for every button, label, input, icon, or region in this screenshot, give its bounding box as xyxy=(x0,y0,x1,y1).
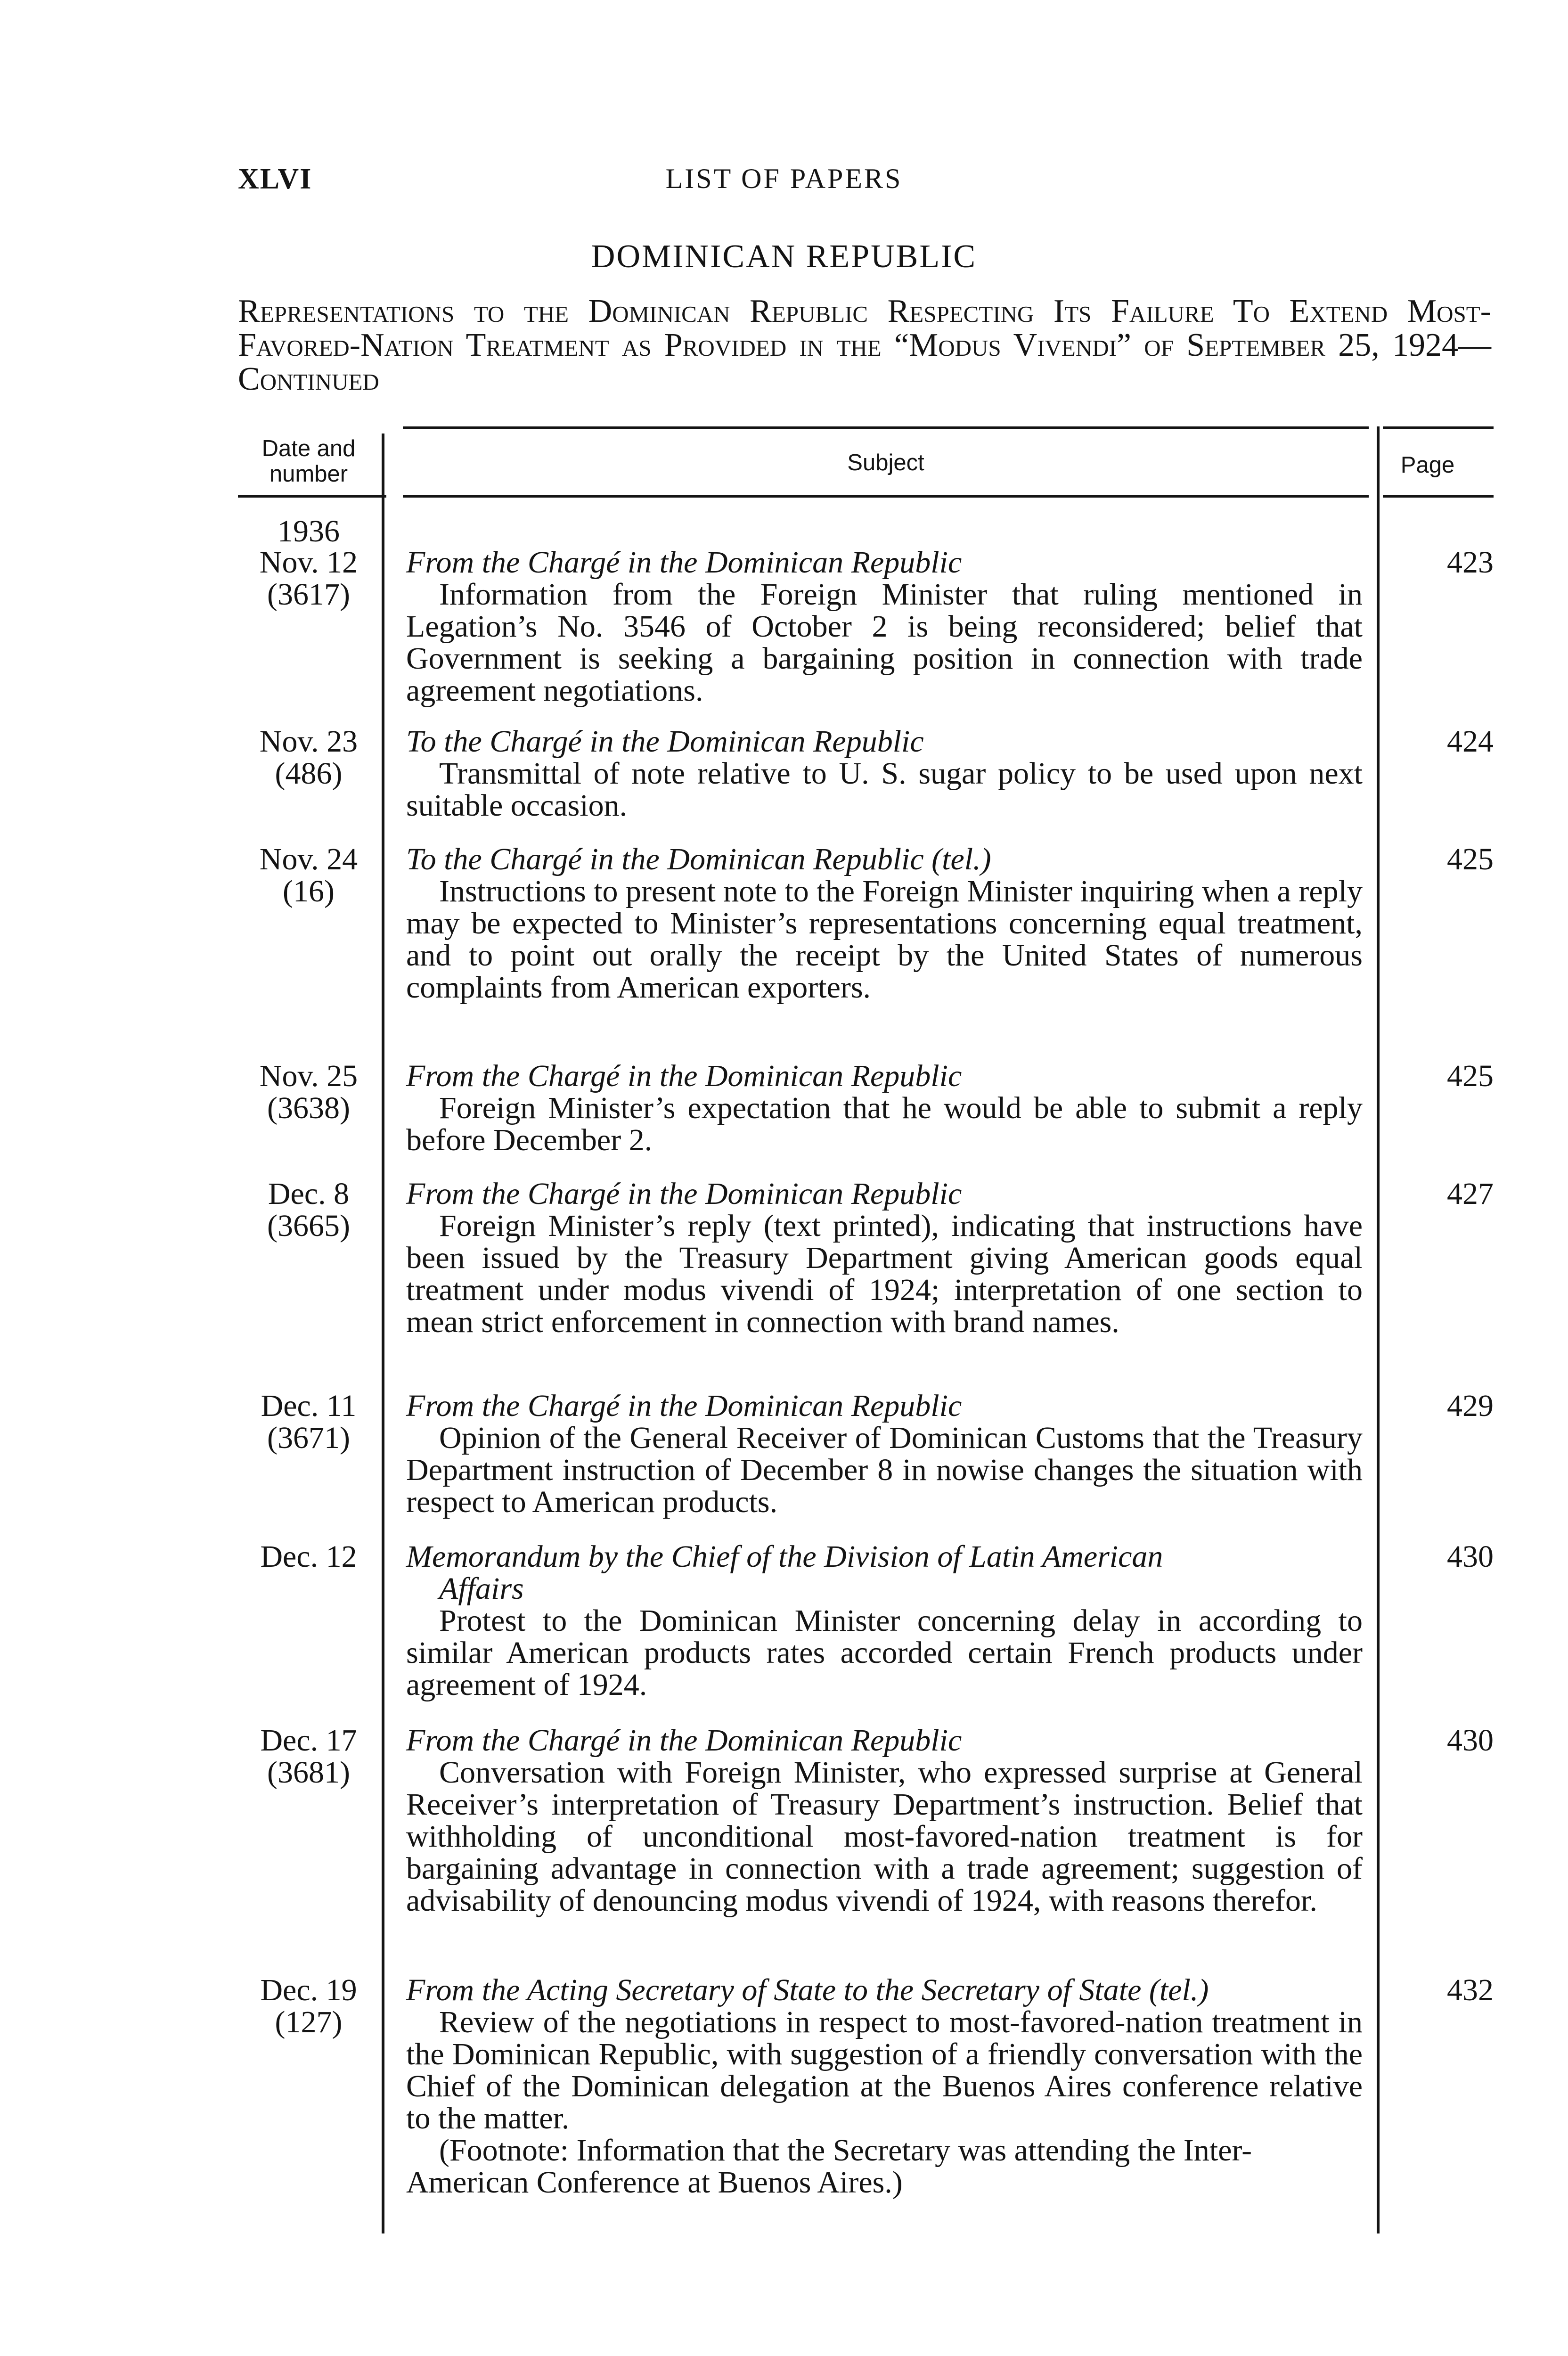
section-heading: Representations to the Dominican Republic Respecting Its Failure To Extend Most-Favored-Nation Treatment as Provided in the “Modus Vivendi” of September 25, 1924—Continued xyxy=(238,293,1491,397)
entry-page: 427 xyxy=(1447,1177,1494,1211)
entry-date-cell xyxy=(238,1390,379,1454)
entry-page: 432 xyxy=(1447,1973,1494,2007)
table-header-date: Date and number xyxy=(261,436,356,487)
entry-heading xyxy=(406,1060,1363,1092)
entry-subject-cell xyxy=(406,843,1363,1004)
header-rule-bottom-date xyxy=(238,495,386,498)
entry-heading-text: From the Acting Secretary of State to the Secretary of State (tel.) xyxy=(406,1973,1209,2007)
entry-page: 425 xyxy=(1447,1059,1494,1093)
entry-date: Nov. 24 xyxy=(259,842,358,876)
entry-date: Nov. 12 xyxy=(259,545,358,580)
entry-heading xyxy=(406,547,1363,579)
entry-date-cell xyxy=(238,1178,379,1242)
header-rule-top xyxy=(403,426,1369,429)
entry-body: Opinion of the General Receiver of Dominican Customs that the Treasury Department instruction of December 8 in nowise changes the situation with respect to American products. xyxy=(406,1421,1363,1519)
entry-number: (3617) xyxy=(267,577,350,612)
entry-body: Foreign Minister’s expectation that he would be able to submit a reply before December 2. xyxy=(406,1091,1363,1157)
entry-date-cell xyxy=(238,726,379,790)
entry-heading xyxy=(406,1178,1363,1210)
entry-date: Nov. 23 xyxy=(259,724,358,759)
entry-heading-text: From the Chargé in the Dominican Republic xyxy=(406,1059,962,1093)
entry-date: Nov. 25 xyxy=(259,1059,358,1093)
entry-date: Dec. 17 xyxy=(260,1723,357,1758)
entry-footnote: (Footnote: Information that the Secretary was attending the Inter-American Conference at Buenos Aires.) xyxy=(406,2133,1252,2200)
entry-body: Instructions to present note to the Foreign Minister inquiring when a reply may be expected to Minister’s representations concerning equal treatment, and to point out orally the receipt by the United States of numerous complaints from American exporters. xyxy=(406,874,1363,1005)
entry-date: Dec. 19 xyxy=(260,1973,357,2007)
entry-subject-cell xyxy=(406,547,1363,707)
entry-heading xyxy=(406,726,1363,758)
entry-heading-text: From the Chargé in the Dominican Republic xyxy=(406,545,962,580)
entry-heading-text: Memorandum by the Chief of the Division of Latin American xyxy=(406,1539,1163,1574)
entry-date-cell xyxy=(238,1060,379,1124)
running-head: LIST OF PAPERS xyxy=(665,163,903,194)
entry-page: 425 xyxy=(1447,842,1494,876)
entry-page: 430 xyxy=(1447,1723,1494,1758)
entry-date-cell xyxy=(238,1725,379,1789)
country-title: DOMINICAN REPUBLIC xyxy=(591,238,977,275)
header-rule-bottom-page xyxy=(1383,495,1494,498)
entry-heading-text: To the Chargé in the Dominican Republic (tel.) xyxy=(406,842,991,876)
year-label: 1936 xyxy=(278,514,340,548)
entry-number: (486) xyxy=(275,756,343,791)
entry-heading xyxy=(406,1541,1363,1605)
entry-subject-cell xyxy=(406,1725,1363,1917)
entry-page: 430 xyxy=(1447,1539,1494,1574)
entry-body: Protest to the Dominican Minister concerning delay in according to similar American products rates accorded certain French products under agreement of 1924. xyxy=(406,1603,1363,1702)
entry-date: Dec. 11 xyxy=(261,1389,357,1423)
entry-date-cell xyxy=(238,547,379,611)
entry-number: (127) xyxy=(275,2005,343,2039)
entry-number: (16) xyxy=(283,874,335,908)
entry-body: Transmittal of note relative to U. S. sugar policy to be used upon next suitable occasion. xyxy=(406,756,1363,823)
entry-date-cell xyxy=(238,843,379,908)
entry-number: (3671) xyxy=(267,1421,350,1455)
entry-heading-text: From the Chargé in the Dominican Republic xyxy=(406,1723,962,1758)
entry-heading-text: To the Chargé in the Dominican Republic xyxy=(406,724,924,759)
page-number: XLVI xyxy=(238,163,312,195)
header-rule-bottom xyxy=(403,495,1369,498)
entry-page: 429 xyxy=(1447,1389,1494,1423)
entry-body: Information from the Foreign Minister that ruling mentioned in Legation’s No. 3546 of October 2 is being reconsidered; belief that Government is seeking a bargaining position in connection with trade agreement negotiations. xyxy=(406,577,1363,708)
table-header-page: Page xyxy=(1400,452,1455,478)
entry-date: Dec. 8 xyxy=(268,1177,350,1211)
entry-body: Conversation with Foreign Minister, who expressed surprise at General Receiver’s interpretation of Treasury Department’s instruction. Belief that withholding of unconditional most-favored-nation treatment is for bargaining advantage in connection with a trade agreement; suggestion of advisability of denouncing modus vivendi of 1924, with reasons therefor. xyxy=(406,1755,1363,1918)
entry-subject-cell xyxy=(406,1390,1363,1518)
entry-heading-continuation: Affairs xyxy=(439,1571,524,1606)
entry-body: Review of the negotiations in respect to most-favored-nation treatment in the Dominican Republic, with suggestion of a friendly conversation with the Chief of the Dominican delegation at the Buenos Aires conference relative to the matter. xyxy=(406,2005,1363,2135)
entry-heading-text: From the Chargé in the Dominican Republic xyxy=(406,1177,962,1211)
entry-heading xyxy=(406,1390,1363,1422)
entry-subject-cell xyxy=(406,1541,1363,1701)
entry-subject-cell xyxy=(406,1178,1363,1338)
column-divider-left xyxy=(382,434,384,2233)
entry-heading xyxy=(406,843,1363,875)
entry-heading-text: From the Chargé in the Dominican Republic xyxy=(406,1389,962,1423)
entry-number: (3681) xyxy=(267,1755,350,1790)
entry-heading xyxy=(406,1725,1363,1757)
entry-date-cell xyxy=(238,1974,379,2038)
entry-number: (3638) xyxy=(267,1091,350,1125)
entry-number: (3665) xyxy=(267,1209,350,1243)
column-divider-right xyxy=(1377,426,1380,2233)
entry-date: Dec. 12 xyxy=(260,1539,357,1574)
header-rule-top-page xyxy=(1383,426,1494,429)
entry-heading xyxy=(406,1974,1363,2006)
table-header-subject: Subject xyxy=(847,450,924,475)
entry-page: 424 xyxy=(1447,724,1494,759)
entry-date-cell xyxy=(238,1541,379,1573)
entry-subject-cell xyxy=(406,1060,1363,1156)
entry-subject-cell xyxy=(406,1974,1363,2199)
entry-subject-cell xyxy=(406,726,1363,822)
entry-body: Foreign Minister’s reply (text printed), indicating that instructions have been issued by the Treasury Department giving American goods equal treatment under modus vivendi of 1924; interpretation of one section to mean strict enforcement in connection with brand names. xyxy=(406,1209,1363,1339)
entry-page: 423 xyxy=(1447,545,1494,580)
